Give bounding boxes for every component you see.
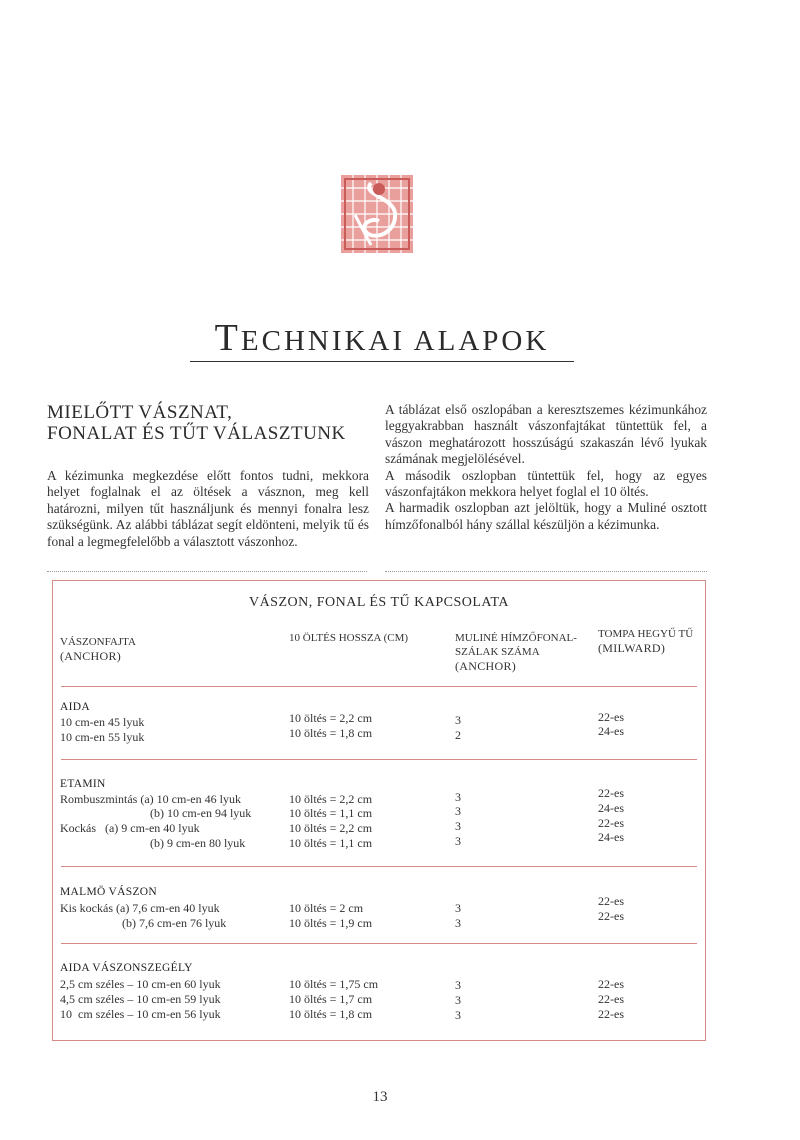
length-cell: 10 öltés = 2 cm xyxy=(289,901,364,915)
strands-cell: 3 xyxy=(455,993,461,1007)
strands-cell: 3 xyxy=(455,901,461,915)
fabric-table xyxy=(52,580,706,1041)
strands-cell: 3 xyxy=(455,978,461,992)
right-paragraph-1: A táblázat első oszlopában a keresztszemes kézimunkához leggyakrabban használt vászonfajtákat tüntettük fel, a vászon meghatározott hosszúságú szakaszán lévő lyukak számának megjelölésével. xyxy=(385,402,707,467)
table-separator xyxy=(61,866,697,867)
intro-heading xyxy=(47,402,377,444)
strands-cell: 3 xyxy=(455,834,461,848)
needle-cell: 22-es xyxy=(598,1007,624,1021)
fabric-cell: Kockás (a) 9 cm-en 40 lyuk xyxy=(60,821,200,835)
right-paragraph-2: A második oszlopban tüntettük fel, hogy az egyes vászonfajtákon mekkora helyet foglal el 10 öltés. xyxy=(385,467,707,500)
needle-cell: 22-es xyxy=(598,894,624,908)
needle-cell: 24-es xyxy=(598,724,624,738)
length-cell: 10 öltés = 1,75 cm xyxy=(289,977,379,991)
header-strands-line1: MULINÉ HÍMZŐFONAL- xyxy=(455,632,577,644)
intro-paragraph: A kézimunka megkezdése előtt fontos tudni, mekkora helyet foglalnak el az öltések a vásznon, meg kell határozni, milyen tűt használjunk és mennyi fonalra lesz szükségünk. Az alábbi táblázat segít eldönteni, melyik tű és fonal a legmegfelelőbb a választott vászonhoz. xyxy=(47,468,369,549)
intro-heading-line2: FONALAT ÉS TŰT VÁLASZTUNK xyxy=(47,423,346,444)
section-title: MALMÖ VÁSZON xyxy=(60,886,157,898)
length-cell: 10 öltés = 1,1 cm xyxy=(289,806,373,820)
fabric-cell: 2,5 cm széles – 10 cm-en 60 lyuk xyxy=(60,977,221,991)
fabric-cell: 4,5 cm széles – 10 cm-en 59 lyuk xyxy=(60,992,221,1006)
section-title: AIDA xyxy=(60,701,90,713)
strands-cell: 3 xyxy=(455,713,461,727)
length-cell: 10 öltés = 1,7 cm xyxy=(289,992,373,1006)
needle-cell: 24-es xyxy=(598,801,624,815)
header-strands-line3: (ANCHOR) xyxy=(455,659,517,673)
header-length xyxy=(289,631,408,645)
fabric-cell: (b) 9 cm-en 80 lyuk xyxy=(150,836,246,850)
header-needle-line1: TOMPA HEGYŰ TŰ xyxy=(598,628,694,640)
title-underline xyxy=(190,361,574,362)
needle-cell: 22-es xyxy=(598,992,624,1006)
page-title xyxy=(190,316,574,360)
needle-cell: 24-es xyxy=(598,830,624,844)
section-title: ETAMIN xyxy=(60,778,106,790)
fabric-cell: (b) 10 cm-en 94 lyuk xyxy=(150,806,252,820)
title-initial: T xyxy=(214,317,241,359)
needle-cell: 22-es xyxy=(598,909,624,923)
strands-cell: 3 xyxy=(455,1008,461,1022)
fabric-cell: Rombuszmintás (a) 10 cm-en 46 lyuk xyxy=(60,792,241,806)
header-needle xyxy=(598,627,693,655)
header-fabric xyxy=(60,635,136,663)
right-column xyxy=(385,402,707,533)
intro-divider xyxy=(47,571,367,572)
strands-cell: 3 xyxy=(455,790,461,804)
table-title: VÁSZON, FONAL ÉS TŰ KAPCSOLATA xyxy=(248,595,510,610)
strands-cell: 3 xyxy=(455,804,461,818)
chapter-logo xyxy=(341,175,413,253)
header-needle-line2: (MILWARD) xyxy=(598,641,666,655)
fabric-cell: 10 cm-en 55 lyuk xyxy=(60,730,145,744)
needle-cell: 22-es xyxy=(598,816,624,830)
intro-heading-line1: MIELŐTT VÁSZNAT, xyxy=(47,402,233,423)
fabric-cell: (b) 7,6 cm-en 76 lyuk xyxy=(122,916,227,930)
length-cell: 10 öltés = 2,2 cm xyxy=(289,711,373,725)
table-separator xyxy=(61,943,697,944)
strands-cell: 3 xyxy=(455,819,461,833)
right-paragraph-3: A harmadik oszlopban azt jelöltük, hogy a Muliné osztott hímzőfonalból hány szállal készüljön a kézimunka. xyxy=(385,500,707,532)
length-cell: 10 öltés = 1,8 cm xyxy=(289,726,373,740)
right-divider xyxy=(385,571,707,572)
page-number: 13 xyxy=(372,1089,388,1105)
needle-cell: 22-es xyxy=(598,786,624,800)
section-title: AIDA VÁSZONSZEGÉLY xyxy=(60,962,193,974)
header-length-line1: 10 ÖLTÉS HOSSZA (CM) xyxy=(289,632,409,644)
length-cell: 10 öltés = 1,1 cm xyxy=(289,836,373,850)
fabric-cell: 10 cm-en 45 lyuk xyxy=(60,715,145,729)
table-separator xyxy=(61,759,697,760)
header-fabric-line1: VÁSZONFAJTA xyxy=(60,636,136,648)
title-rest: ECHNIKAI ALAPOK xyxy=(240,325,550,357)
fabric-cell: 10 cm széles – 10 cm-en 56 lyuk xyxy=(60,1007,221,1021)
length-cell: 10 öltés = 1,8 cm xyxy=(289,1007,373,1021)
strands-cell: 3 xyxy=(455,916,461,930)
header-fabric-line2: (ANCHOR) xyxy=(60,649,122,663)
length-cell: 10 öltés = 2,2 cm xyxy=(289,792,373,806)
table-separator xyxy=(61,686,697,687)
length-cell: 10 öltés = 1,9 cm xyxy=(289,916,373,930)
header-strands xyxy=(455,631,577,673)
fabric-cell: Kis kockás (a) 7,6 cm-en 40 lyuk xyxy=(60,901,220,915)
header-strands-line2: SZÁLAK SZÁMA xyxy=(455,646,540,658)
needle-cell: 22-es xyxy=(598,977,624,991)
length-cell: 10 öltés = 2,2 cm xyxy=(289,821,373,835)
strands-cell: 2 xyxy=(455,728,461,742)
needle-cell: 22-es xyxy=(598,710,624,724)
